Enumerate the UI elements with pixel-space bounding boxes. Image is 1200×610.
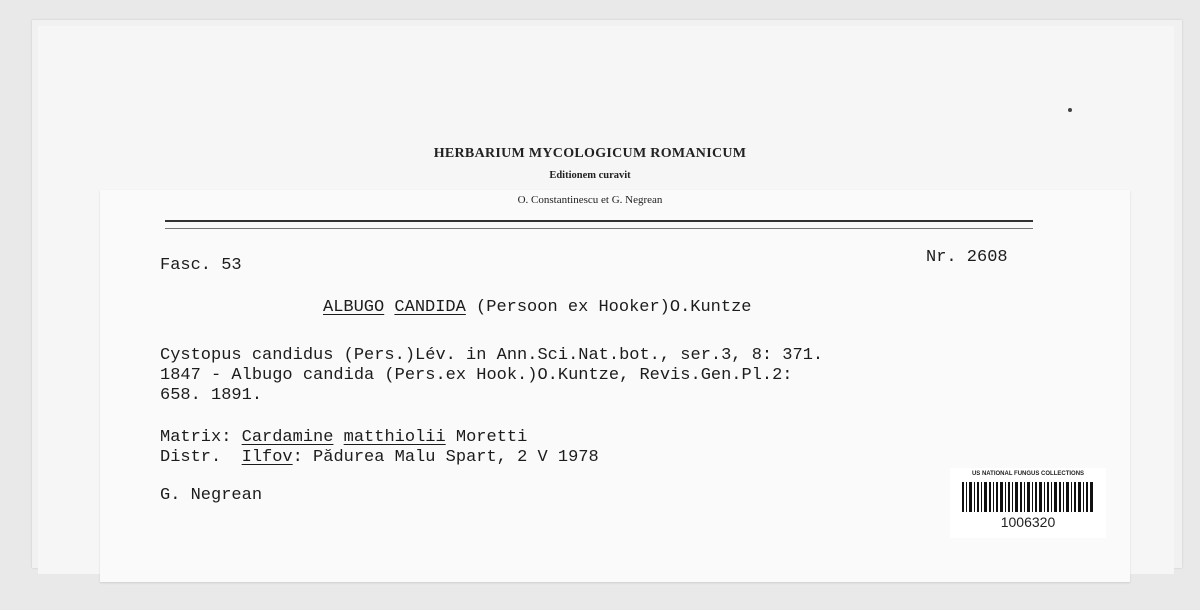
distr-county: Ilfov [241, 448, 293, 467]
matrix-genus: Cardamine [241, 428, 334, 447]
distr-label: Distr. [160, 448, 222, 467]
distribution-line [160, 448, 599, 468]
speck [1068, 108, 1072, 112]
header-divider [165, 220, 1033, 222]
species-genus: ALBUGO [323, 298, 385, 317]
matrix-label: Matrix: [160, 428, 232, 447]
herbarium-title: HERBARIUM MYCOLOGICUM ROMANICUM [433, 146, 747, 161]
collector: G. Negrean [160, 486, 263, 505]
matrix-line [160, 428, 527, 448]
fascicle-number: Fasc. 53 [160, 256, 242, 275]
specimen-number: Nr. 2608 [926, 248, 1008, 267]
species-name [323, 298, 752, 318]
synonymy-line-1: Cystopus candidus (Pers.)Lév. in Ann.Sci.Nat.bot., ser.3, 8: 371. [160, 346, 824, 365]
synonymy-line-2: 1847 - Albugo candida (Pers.ex Hook.)O.Kuntze, Revis.Gen.Pl.2: [160, 366, 793, 385]
distr-locality: : Pădurea Malu Spart, 2 V 1978 [292, 448, 599, 467]
species-epithet: CANDIDA [394, 298, 466, 317]
matrix-epithet: matthiolii [343, 428, 446, 447]
matrix-author: Moretti [455, 428, 528, 447]
herbarium-editors: O. Constantinescu et G. Negrean [517, 194, 663, 206]
species-author: (Persoon ex Hooker)O.Kuntze [476, 298, 752, 317]
synonymy-line-3: 658. 1891. [160, 386, 263, 405]
barcode-number: 1006320 [1000, 514, 1056, 530]
header-divider-thin [165, 228, 1033, 229]
barcode-icon [962, 482, 1094, 512]
herbarium-subtitle: Editionem curavit [549, 170, 631, 181]
barcode-label [950, 468, 1106, 538]
barcode-collection: US NATIONAL FUNGUS COLLECTIONS [971, 471, 1085, 477]
